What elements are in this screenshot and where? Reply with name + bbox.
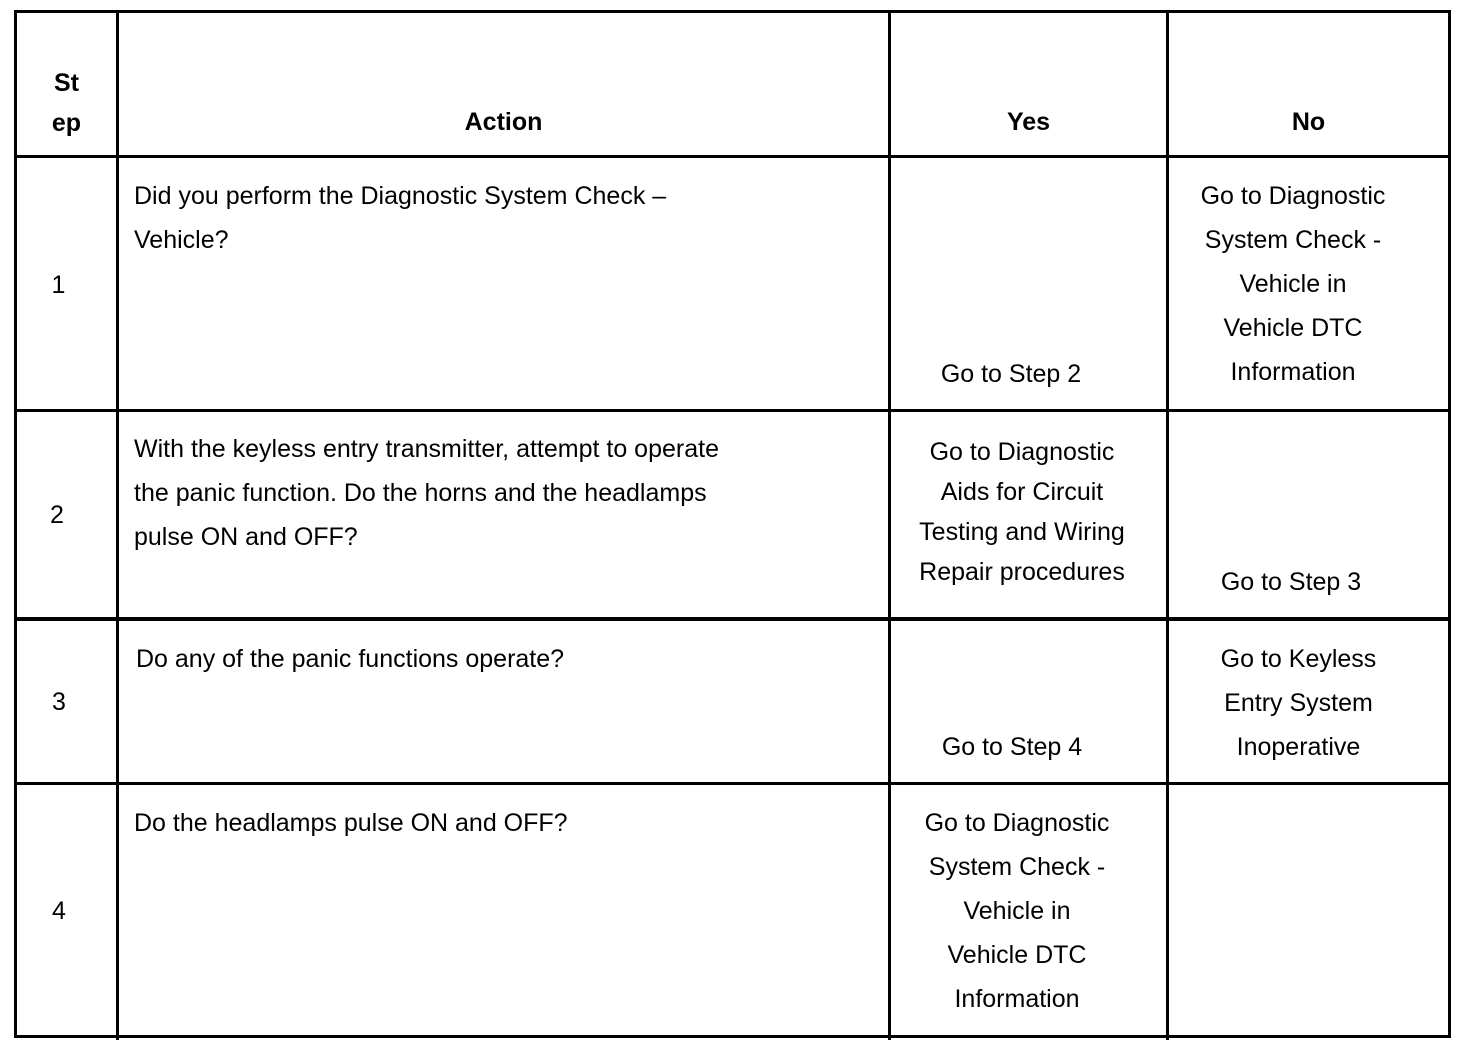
no-result: Go to Step 3 — [1220, 568, 1362, 596]
row-divider-2 — [14, 617, 1451, 621]
col-divider-no — [1166, 10, 1169, 1040]
no-result: Go to Diagnostic System Check - Vehicle in Vehicle DTC Information — [1200, 182, 1386, 386]
table-border-bottom — [14, 1035, 1451, 1038]
header-action: Action — [464, 108, 543, 136]
table-border-right — [1448, 10, 1451, 1038]
col-divider-action — [116, 10, 119, 1040]
action-text: Do the headlamps pulse ON and OFF? — [134, 809, 568, 837]
yes-result: Go to Step 4 — [941, 733, 1083, 761]
yes-result: Go to Diagnostic System Check - Vehicle in Vehicle DTC Information — [924, 809, 1110, 1013]
header-step: St ep — [51, 69, 82, 137]
step-number: 4 — [52, 897, 66, 925]
row-divider-3 — [14, 782, 1451, 785]
header-yes: Yes — [1006, 108, 1051, 136]
row-divider-1 — [14, 409, 1451, 412]
step-number: 2 — [50, 501, 64, 529]
action-text: With the keyless entry transmitter, attempt to operate the panic function. Do the horns and the headlamps pulse ON and OFF? — [134, 435, 719, 551]
action-text: Did you perform the Diagnostic System Check – Vehicle? — [134, 182, 667, 254]
yes-result: Go to Diagnostic Aids for Circuit Testing and Wiring Repair procedures — [919, 438, 1125, 586]
step-number: 3 — [52, 688, 66, 716]
step-number: 1 — [51, 271, 66, 299]
action-text: Do any of the panic functions operate? — [136, 645, 565, 673]
table-border-top — [14, 10, 1451, 13]
header-no: No — [1291, 108, 1326, 136]
yes-result: Go to Step 2 — [940, 360, 1082, 388]
header-divider — [14, 155, 1451, 158]
no-result: Go to Keyless Entry System Inoperative — [1220, 645, 1377, 761]
